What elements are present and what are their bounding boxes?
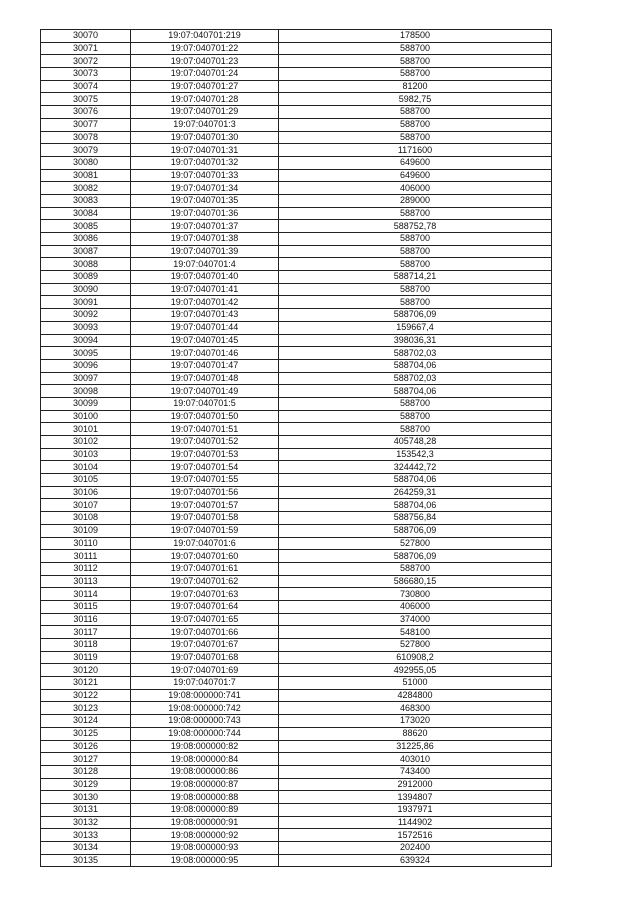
row-number-cell: 30104 (41, 461, 131, 474)
value-cell: 406000 (279, 182, 552, 195)
row-number-cell: 30089 (41, 271, 131, 284)
table-row (41, 854, 552, 867)
value-cell: 5982,75 (279, 93, 552, 106)
table-row (41, 448, 552, 461)
value-cell: 588700 (279, 410, 552, 423)
row-number-cell: 30091 (41, 296, 131, 309)
row-number-cell: 30097 (41, 372, 131, 385)
cadastral-number-cell: 19:07:040701:56 (131, 486, 279, 499)
table-row (41, 639, 552, 652)
row-number-cell: 30098 (41, 385, 131, 398)
cadastral-number-cell: 19:08:000000:744 (131, 727, 279, 740)
table-row (41, 220, 552, 233)
cadastral-number-cell: 19:07:040701:50 (131, 410, 279, 423)
table-row (41, 778, 552, 791)
value-cell: 588704,06 (279, 359, 552, 372)
cadastral-number-cell: 19:07:040701:6 (131, 537, 279, 550)
value-cell: 588704,06 (279, 385, 552, 398)
cadastral-number-cell: 19:07:040701:31 (131, 144, 279, 157)
value-cell: 610908,2 (279, 651, 552, 664)
row-number-cell: 30088 (41, 258, 131, 271)
row-number-cell: 30083 (41, 194, 131, 207)
cadastral-number-cell: 19:07:040701:58 (131, 512, 279, 525)
value-cell: 2912000 (279, 778, 552, 791)
table-row (41, 715, 552, 728)
row-number-cell: 30123 (41, 702, 131, 715)
table-row (41, 803, 552, 816)
cadastral-number-cell: 19:08:000000:92 (131, 829, 279, 842)
row-number-cell: 30132 (41, 816, 131, 829)
table-row (41, 321, 552, 334)
table-row (41, 765, 552, 778)
cadastral-number-cell: 19:07:040701:37 (131, 220, 279, 233)
value-cell: 588700 (279, 562, 552, 575)
cadastral-number-cell: 19:08:000000:82 (131, 740, 279, 753)
table-row (41, 436, 552, 449)
table-row (41, 664, 552, 677)
value-cell: 649600 (279, 156, 552, 169)
cadastral-number-cell: 19:07:040701:36 (131, 207, 279, 220)
table-row (41, 30, 552, 43)
table-row (41, 334, 552, 347)
table-row (41, 347, 552, 360)
cadastral-number-cell: 19:08:000000:93 (131, 842, 279, 855)
value-cell: 730800 (279, 588, 552, 601)
cadastral-number-cell: 19:08:000000:91 (131, 816, 279, 829)
table-row (41, 156, 552, 169)
row-number-cell: 30126 (41, 740, 131, 753)
row-number-cell: 30077 (41, 118, 131, 131)
row-number-cell: 30129 (41, 778, 131, 791)
value-cell: 492955,05 (279, 664, 552, 677)
table-row (41, 207, 552, 220)
cadastral-number-cell: 19:07:040701:40 (131, 271, 279, 284)
value-cell: 588700 (279, 423, 552, 436)
value-cell: 588714,21 (279, 271, 552, 284)
document-page (40, 29, 551, 867)
cadastral-number-cell: 19:07:040701:38 (131, 233, 279, 246)
value-cell: 743400 (279, 765, 552, 778)
row-number-cell: 30133 (41, 829, 131, 842)
value-cell: 173020 (279, 715, 552, 728)
cadastral-number-cell: 19:07:040701:3 (131, 118, 279, 131)
value-cell: 468300 (279, 702, 552, 715)
table-row (41, 359, 552, 372)
table-row (41, 144, 552, 157)
cadastral-number-cell: 19:07:040701:53 (131, 448, 279, 461)
value-cell: 398036,31 (279, 334, 552, 347)
value-cell: 1572516 (279, 829, 552, 842)
table-row (41, 131, 552, 144)
cadastral-number-cell: 19:07:040701:35 (131, 194, 279, 207)
table-row (41, 309, 552, 322)
row-number-cell: 30071 (41, 42, 131, 55)
cadastral-number-cell: 19:07:040701:65 (131, 613, 279, 626)
cadastral-number-cell: 19:07:040701:34 (131, 182, 279, 195)
table-row (41, 512, 552, 525)
value-cell: 649600 (279, 169, 552, 182)
table-row (41, 68, 552, 81)
row-number-cell: 30096 (41, 359, 131, 372)
cadastral-number-cell: 19:08:000000:86 (131, 765, 279, 778)
value-cell: 588706,09 (279, 550, 552, 563)
row-number-cell: 30101 (41, 423, 131, 436)
cadastral-number-cell: 19:07:040701:57 (131, 499, 279, 512)
cadastral-number-cell: 19:07:040701:42 (131, 296, 279, 309)
cadastral-number-cell: 19:07:040701:27 (131, 80, 279, 93)
table-row (41, 829, 552, 842)
table-row (41, 372, 552, 385)
cadastral-number-cell: 19:07:040701:46 (131, 347, 279, 360)
table-row (41, 575, 552, 588)
cadastral-number-cell: 19:07:040701:29 (131, 106, 279, 119)
row-number-cell: 30120 (41, 664, 131, 677)
value-cell: 51000 (279, 677, 552, 690)
value-cell: 588752,78 (279, 220, 552, 233)
row-number-cell: 30090 (41, 283, 131, 296)
value-cell: 588700 (279, 68, 552, 81)
value-cell: 178500 (279, 30, 552, 43)
value-cell: 588700 (279, 42, 552, 55)
row-number-cell: 30106 (41, 486, 131, 499)
cadastral-number-cell: 19:07:040701:22 (131, 42, 279, 55)
value-cell: 588700 (279, 397, 552, 410)
cadastral-number-cell: 19:07:040701:64 (131, 600, 279, 613)
data-table (40, 29, 552, 867)
row-number-cell: 30076 (41, 106, 131, 119)
value-cell: 527800 (279, 639, 552, 652)
row-number-cell: 30102 (41, 436, 131, 449)
cadastral-number-cell: 19:07:040701:47 (131, 359, 279, 372)
table-row (41, 651, 552, 664)
cadastral-number-cell: 19:07:040701:60 (131, 550, 279, 563)
table-row (41, 753, 552, 766)
table-row (41, 588, 552, 601)
cadastral-number-cell: 19:07:040701:61 (131, 562, 279, 575)
cadastral-number-cell: 19:07:040701:7 (131, 677, 279, 690)
cadastral-number-cell: 19:07:040701:32 (131, 156, 279, 169)
row-number-cell: 30127 (41, 753, 131, 766)
table-row (41, 461, 552, 474)
value-cell: 586680,15 (279, 575, 552, 588)
value-cell: 588700 (279, 131, 552, 144)
table-row (41, 106, 552, 119)
value-cell: 153542,3 (279, 448, 552, 461)
value-cell: 289000 (279, 194, 552, 207)
value-cell: 1144902 (279, 816, 552, 829)
cadastral-number-cell: 19:07:040701:69 (131, 664, 279, 677)
cadastral-number-cell: 19:07:040701:68 (131, 651, 279, 664)
row-number-cell: 30115 (41, 600, 131, 613)
value-cell: 406000 (279, 600, 552, 613)
row-number-cell: 30122 (41, 689, 131, 702)
cadastral-number-cell: 19:07:040701:28 (131, 93, 279, 106)
cadastral-number-cell: 19:08:000000:741 (131, 689, 279, 702)
table-row (41, 842, 552, 855)
table-row (41, 233, 552, 246)
row-number-cell: 30073 (41, 68, 131, 81)
table-body (41, 30, 552, 867)
value-cell: 88620 (279, 727, 552, 740)
row-number-cell: 30117 (41, 626, 131, 639)
row-number-cell: 30128 (41, 765, 131, 778)
value-cell: 588700 (279, 106, 552, 119)
value-cell: 588700 (279, 233, 552, 246)
cadastral-number-cell: 19:07:040701:52 (131, 436, 279, 449)
table-row (41, 727, 552, 740)
row-number-cell: 30105 (41, 474, 131, 487)
value-cell: 202400 (279, 842, 552, 855)
table-row (41, 283, 552, 296)
cadastral-number-cell: 19:08:000000:95 (131, 854, 279, 867)
row-number-cell: 30074 (41, 80, 131, 93)
value-cell: 374000 (279, 613, 552, 626)
row-number-cell: 30079 (41, 144, 131, 157)
table-row (41, 93, 552, 106)
cadastral-number-cell: 19:07:040701:51 (131, 423, 279, 436)
value-cell: 527800 (279, 537, 552, 550)
value-cell: 548100 (279, 626, 552, 639)
row-number-cell: 30103 (41, 448, 131, 461)
value-cell: 31225,86 (279, 740, 552, 753)
value-cell: 588702,03 (279, 347, 552, 360)
cadastral-number-cell: 19:07:040701:67 (131, 639, 279, 652)
cadastral-number-cell: 19:08:000000:87 (131, 778, 279, 791)
table-row (41, 397, 552, 410)
cadastral-number-cell: 19:07:040701:41 (131, 283, 279, 296)
table-row (41, 410, 552, 423)
row-number-cell: 30078 (41, 131, 131, 144)
cadastral-number-cell: 19:07:040701:45 (131, 334, 279, 347)
row-number-cell: 30093 (41, 321, 131, 334)
value-cell: 588700 (279, 296, 552, 309)
cadastral-number-cell: 19:07:040701:54 (131, 461, 279, 474)
value-cell: 588700 (279, 258, 552, 271)
row-number-cell: 30084 (41, 207, 131, 220)
value-cell: 588704,06 (279, 474, 552, 487)
table-row (41, 385, 552, 398)
cadastral-number-cell: 19:08:000000:89 (131, 803, 279, 816)
value-cell: 588700 (279, 55, 552, 68)
table-row (41, 169, 552, 182)
row-number-cell: 30092 (41, 309, 131, 322)
row-number-cell: 30109 (41, 524, 131, 537)
value-cell: 1171600 (279, 144, 552, 157)
row-number-cell: 30124 (41, 715, 131, 728)
value-cell: 588700 (279, 118, 552, 131)
cadastral-number-cell: 19:07:040701:62 (131, 575, 279, 588)
table-row (41, 258, 552, 271)
value-cell: 639324 (279, 854, 552, 867)
row-number-cell: 30082 (41, 182, 131, 195)
row-number-cell: 30118 (41, 639, 131, 652)
row-number-cell: 30134 (41, 842, 131, 855)
cadastral-number-cell: 19:08:000000:743 (131, 715, 279, 728)
cadastral-number-cell: 19:07:040701:55 (131, 474, 279, 487)
table-row (41, 740, 552, 753)
cadastral-number-cell: 19:07:040701:5 (131, 397, 279, 410)
value-cell: 405748,28 (279, 436, 552, 449)
cadastral-number-cell: 19:08:000000:88 (131, 791, 279, 804)
table-row (41, 816, 552, 829)
row-number-cell: 30099 (41, 397, 131, 410)
row-number-cell: 30114 (41, 588, 131, 601)
table-row (41, 245, 552, 258)
table-row (41, 689, 552, 702)
row-number-cell: 30086 (41, 233, 131, 246)
row-number-cell: 30075 (41, 93, 131, 106)
value-cell: 588700 (279, 245, 552, 258)
table-row (41, 677, 552, 690)
row-number-cell: 30125 (41, 727, 131, 740)
table-row (41, 613, 552, 626)
row-number-cell: 30111 (41, 550, 131, 563)
value-cell: 588700 (279, 207, 552, 220)
row-number-cell: 30080 (41, 156, 131, 169)
row-number-cell: 30121 (41, 677, 131, 690)
row-number-cell: 30110 (41, 537, 131, 550)
row-number-cell: 30094 (41, 334, 131, 347)
table-row (41, 194, 552, 207)
cadastral-number-cell: 19:07:040701:44 (131, 321, 279, 334)
table-row (41, 702, 552, 715)
cadastral-number-cell: 19:07:040701:23 (131, 55, 279, 68)
row-number-cell: 30119 (41, 651, 131, 664)
value-cell: 588702,03 (279, 372, 552, 385)
value-cell: 588700 (279, 283, 552, 296)
cadastral-number-cell: 19:07:040701:33 (131, 169, 279, 182)
row-number-cell: 30116 (41, 613, 131, 626)
row-number-cell: 30108 (41, 512, 131, 525)
value-cell: 81200 (279, 80, 552, 93)
row-number-cell: 30095 (41, 347, 131, 360)
row-number-cell: 30131 (41, 803, 131, 816)
table-row (41, 296, 552, 309)
table-row (41, 55, 552, 68)
cadastral-number-cell: 19:07:040701:43 (131, 309, 279, 322)
table-row (41, 182, 552, 195)
value-cell: 403010 (279, 753, 552, 766)
cadastral-number-cell: 19:07:040701:48 (131, 372, 279, 385)
value-cell: 1937971 (279, 803, 552, 816)
row-number-cell: 30085 (41, 220, 131, 233)
table-row (41, 791, 552, 804)
cadastral-number-cell: 19:07:040701:59 (131, 524, 279, 537)
row-number-cell: 30113 (41, 575, 131, 588)
row-number-cell: 30135 (41, 854, 131, 867)
row-number-cell: 30130 (41, 791, 131, 804)
value-cell: 4284800 (279, 689, 552, 702)
table-row (41, 118, 552, 131)
row-number-cell: 30112 (41, 562, 131, 575)
table-row (41, 550, 552, 563)
value-cell: 588756,84 (279, 512, 552, 525)
table-row (41, 423, 552, 436)
table-row (41, 524, 552, 537)
table-row (41, 626, 552, 639)
cadastral-number-cell: 19:07:040701:49 (131, 385, 279, 398)
row-number-cell: 30081 (41, 169, 131, 182)
row-number-cell: 30100 (41, 410, 131, 423)
value-cell: 588706,09 (279, 309, 552, 322)
cadastral-number-cell: 19:07:040701:219 (131, 30, 279, 43)
value-cell: 588706,09 (279, 524, 552, 537)
cadastral-number-cell: 19:07:040701:4 (131, 258, 279, 271)
table-row (41, 499, 552, 512)
cadastral-number-cell: 19:08:000000:84 (131, 753, 279, 766)
table-row (41, 42, 552, 55)
value-cell: 159667,4 (279, 321, 552, 334)
cadastral-number-cell: 19:07:040701:63 (131, 588, 279, 601)
table-row (41, 80, 552, 93)
row-number-cell: 30087 (41, 245, 131, 258)
row-number-cell: 30070 (41, 30, 131, 43)
table-row (41, 474, 552, 487)
cadastral-number-cell: 19:07:040701:24 (131, 68, 279, 81)
cadastral-number-cell: 19:07:040701:30 (131, 131, 279, 144)
table-row (41, 537, 552, 550)
value-cell: 264259,31 (279, 486, 552, 499)
table-row (41, 271, 552, 284)
table-row (41, 562, 552, 575)
row-number-cell: 30072 (41, 55, 131, 68)
value-cell: 1394807 (279, 791, 552, 804)
cadastral-number-cell: 19:08:000000:742 (131, 702, 279, 715)
cadastral-number-cell: 19:07:040701:39 (131, 245, 279, 258)
value-cell: 324442,72 (279, 461, 552, 474)
value-cell: 588704,06 (279, 499, 552, 512)
table-row (41, 600, 552, 613)
row-number-cell: 30107 (41, 499, 131, 512)
table-row (41, 486, 552, 499)
cadastral-number-cell: 19:07:040701:66 (131, 626, 279, 639)
